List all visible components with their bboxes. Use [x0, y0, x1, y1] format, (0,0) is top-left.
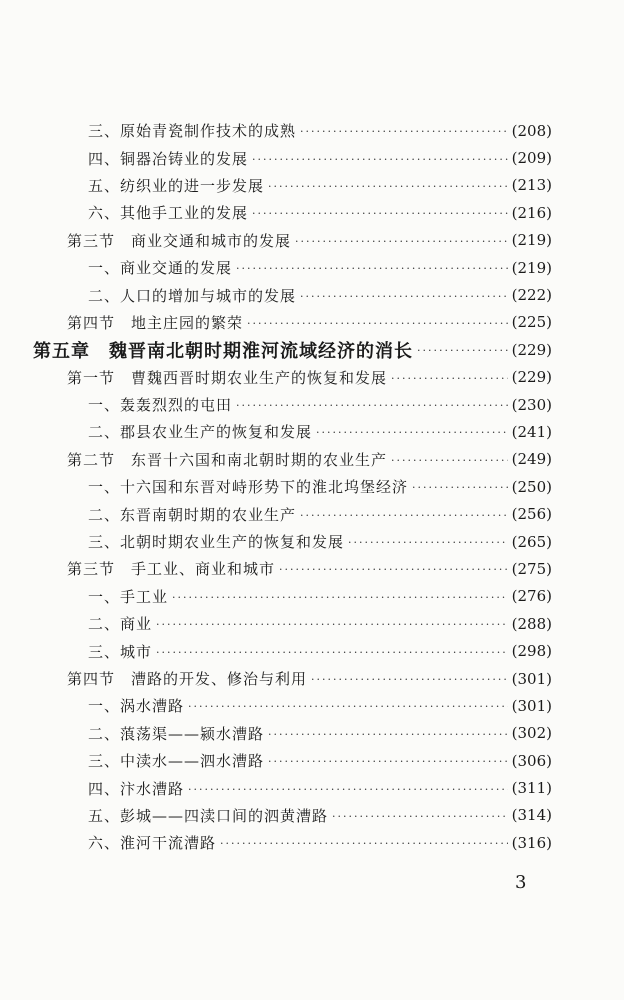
entry-page: (209)	[511, 149, 552, 168]
toc-entry[interactable]	[0, 418, 624, 445]
section-title: 第二节 东晋十六国和南北朝时期的农业生产	[67, 450, 388, 469]
entry-title: 一、轰轰烈烈的屯田	[88, 396, 233, 415]
chapter-title: 第五章 魏晋南北朝时期淮河流域经济的消长	[33, 340, 413, 362]
section-title: 第三节 手工业、商业和城市	[67, 560, 276, 579]
entry-page: (219)	[511, 231, 552, 250]
toc-entry[interactable]	[0, 117, 624, 144]
entry-title: 一、手工业	[88, 587, 169, 606]
toc-entry[interactable]	[0, 692, 624, 719]
dot-leader	[236, 260, 508, 275]
toc-entry[interactable]	[0, 747, 624, 774]
entry-title: 二、蒗荡渠——颍水漕路	[88, 724, 265, 743]
entry-title: 三、城市	[88, 642, 153, 661]
entry-page: (241)	[511, 422, 552, 441]
entry-page: (256)	[511, 505, 552, 524]
section-title: 第三节 商业交通和城市的发展	[67, 231, 292, 250]
entry-page: (208)	[511, 121, 552, 140]
entry-page: (229)	[511, 368, 552, 387]
dot-leader	[220, 835, 508, 850]
table-of-contents	[0, 117, 624, 857]
dot-leader	[348, 534, 508, 549]
entry-title: 五、彭城——四渎口间的泗黄漕路	[88, 806, 329, 825]
page-number: 3	[515, 872, 527, 893]
entry-page: (230)	[511, 395, 552, 414]
dot-leader	[316, 424, 508, 439]
dot-leader	[391, 452, 508, 467]
entry-title: 三、北朝时期农业生产的恢复和发展	[88, 533, 345, 552]
entry-page: (275)	[511, 559, 552, 578]
dot-leader	[236, 397, 508, 412]
toc-entry[interactable]	[0, 802, 624, 829]
entry-page: (276)	[511, 587, 552, 606]
toc-entry[interactable]	[0, 144, 624, 171]
toc-entry[interactable]	[0, 637, 624, 664]
entry-page: (311)	[511, 779, 552, 798]
entry-page: (216)	[511, 203, 552, 222]
toc-section[interactable]	[0, 309, 624, 336]
dot-leader	[268, 178, 508, 193]
toc-entry[interactable]	[0, 528, 624, 555]
dot-leader	[391, 370, 508, 385]
entry-title: 四、汴水漕路	[88, 779, 185, 798]
toc-entry[interactable]	[0, 254, 624, 281]
entry-title: 一、涡水漕路	[88, 697, 185, 716]
entry-title: 一、十六国和东晋对峙形势下的淮北坞堡经济	[88, 478, 409, 497]
entry-title: 三、中渎水——泗水漕路	[88, 752, 265, 771]
entry-page: (249)	[511, 450, 552, 469]
entry-title: 二、人口的增加与城市的发展	[88, 286, 297, 305]
entry-page: (301)	[511, 669, 552, 688]
section-title: 第四节 漕路的开发、修治与利用	[67, 670, 308, 688]
entry-page: (250)	[511, 477, 552, 496]
entry-title: 五、纺织业的进一步发展	[88, 176, 265, 195]
entry-title: 六、其他手工业的发展	[88, 204, 249, 223]
section-title: 第四节 地主庄园的繁荣	[67, 313, 244, 332]
entry-title: 二、商业	[88, 615, 153, 634]
dot-leader	[156, 616, 508, 631]
toc-section[interactable]	[0, 364, 624, 391]
dot-leader	[188, 698, 508, 713]
toc-entry[interactable]	[0, 583, 624, 610]
toc-entry[interactable]	[0, 281, 624, 308]
dot-leader	[268, 753, 508, 768]
toc-entry[interactable]	[0, 172, 624, 199]
entry-page: (229)	[511, 340, 552, 359]
entry-title: 一、商业交通的发展	[88, 259, 233, 278]
toc-section[interactable]	[0, 446, 624, 473]
dot-leader	[172, 589, 508, 604]
toc-entry[interactable]	[0, 610, 624, 637]
toc-entry[interactable]	[0, 473, 624, 500]
entry-page: (222)	[511, 286, 552, 305]
entry-page: (265)	[511, 532, 552, 551]
entry-page: (213)	[511, 176, 552, 195]
entry-page: (298)	[511, 642, 552, 661]
toc-entry[interactable]	[0, 829, 624, 856]
toc-chapter[interactable]	[0, 336, 624, 363]
dot-leader	[300, 123, 508, 138]
entry-title: 三、原始青瓷制作技术的成熟	[88, 122, 297, 141]
dot-leader	[156, 644, 508, 659]
entry-page: (314)	[511, 806, 552, 825]
dot-leader	[188, 781, 508, 796]
toc-entry[interactable]	[0, 774, 624, 801]
dot-leader	[295, 233, 508, 248]
dot-leader	[252, 151, 508, 166]
toc-entry[interactable]	[0, 720, 624, 747]
entry-page: (225)	[511, 313, 552, 332]
entry-title: 六、淮河干流漕路	[88, 834, 217, 853]
section-title: 第一节 曹魏西晋时期农业生产的恢复和发展	[67, 368, 388, 387]
toc-entry[interactable]	[0, 391, 624, 418]
toc-section[interactable]	[0, 665, 624, 692]
toc-section[interactable]	[0, 227, 624, 254]
dot-leader	[332, 808, 508, 823]
entry-page: (219)	[511, 258, 552, 277]
dot-leader	[412, 479, 508, 494]
entry-title: 二、郡县农业生产的恢复和发展	[88, 423, 313, 442]
dot-leader	[300, 288, 508, 303]
entry-page: (302)	[511, 724, 552, 743]
dot-leader	[300, 507, 508, 522]
entry-title: 二、东晋南朝时期的农业生产	[88, 505, 297, 524]
dot-leader	[252, 205, 508, 220]
toc-entry[interactable]	[0, 199, 624, 226]
entry-page: (316)	[511, 833, 552, 852]
entry-page: (301)	[511, 696, 552, 715]
toc-entry[interactable]	[0, 500, 624, 527]
entry-page: (288)	[511, 614, 552, 633]
toc-section[interactable]	[0, 555, 624, 582]
entry-page: (306)	[511, 751, 552, 770]
dot-leader	[268, 726, 508, 741]
dot-leader	[417, 342, 508, 357]
entry-title: 四、铜器冶铸业的发展	[88, 149, 249, 168]
dot-leader	[311, 671, 508, 686]
dot-leader	[247, 315, 508, 330]
dot-leader	[279, 561, 508, 576]
